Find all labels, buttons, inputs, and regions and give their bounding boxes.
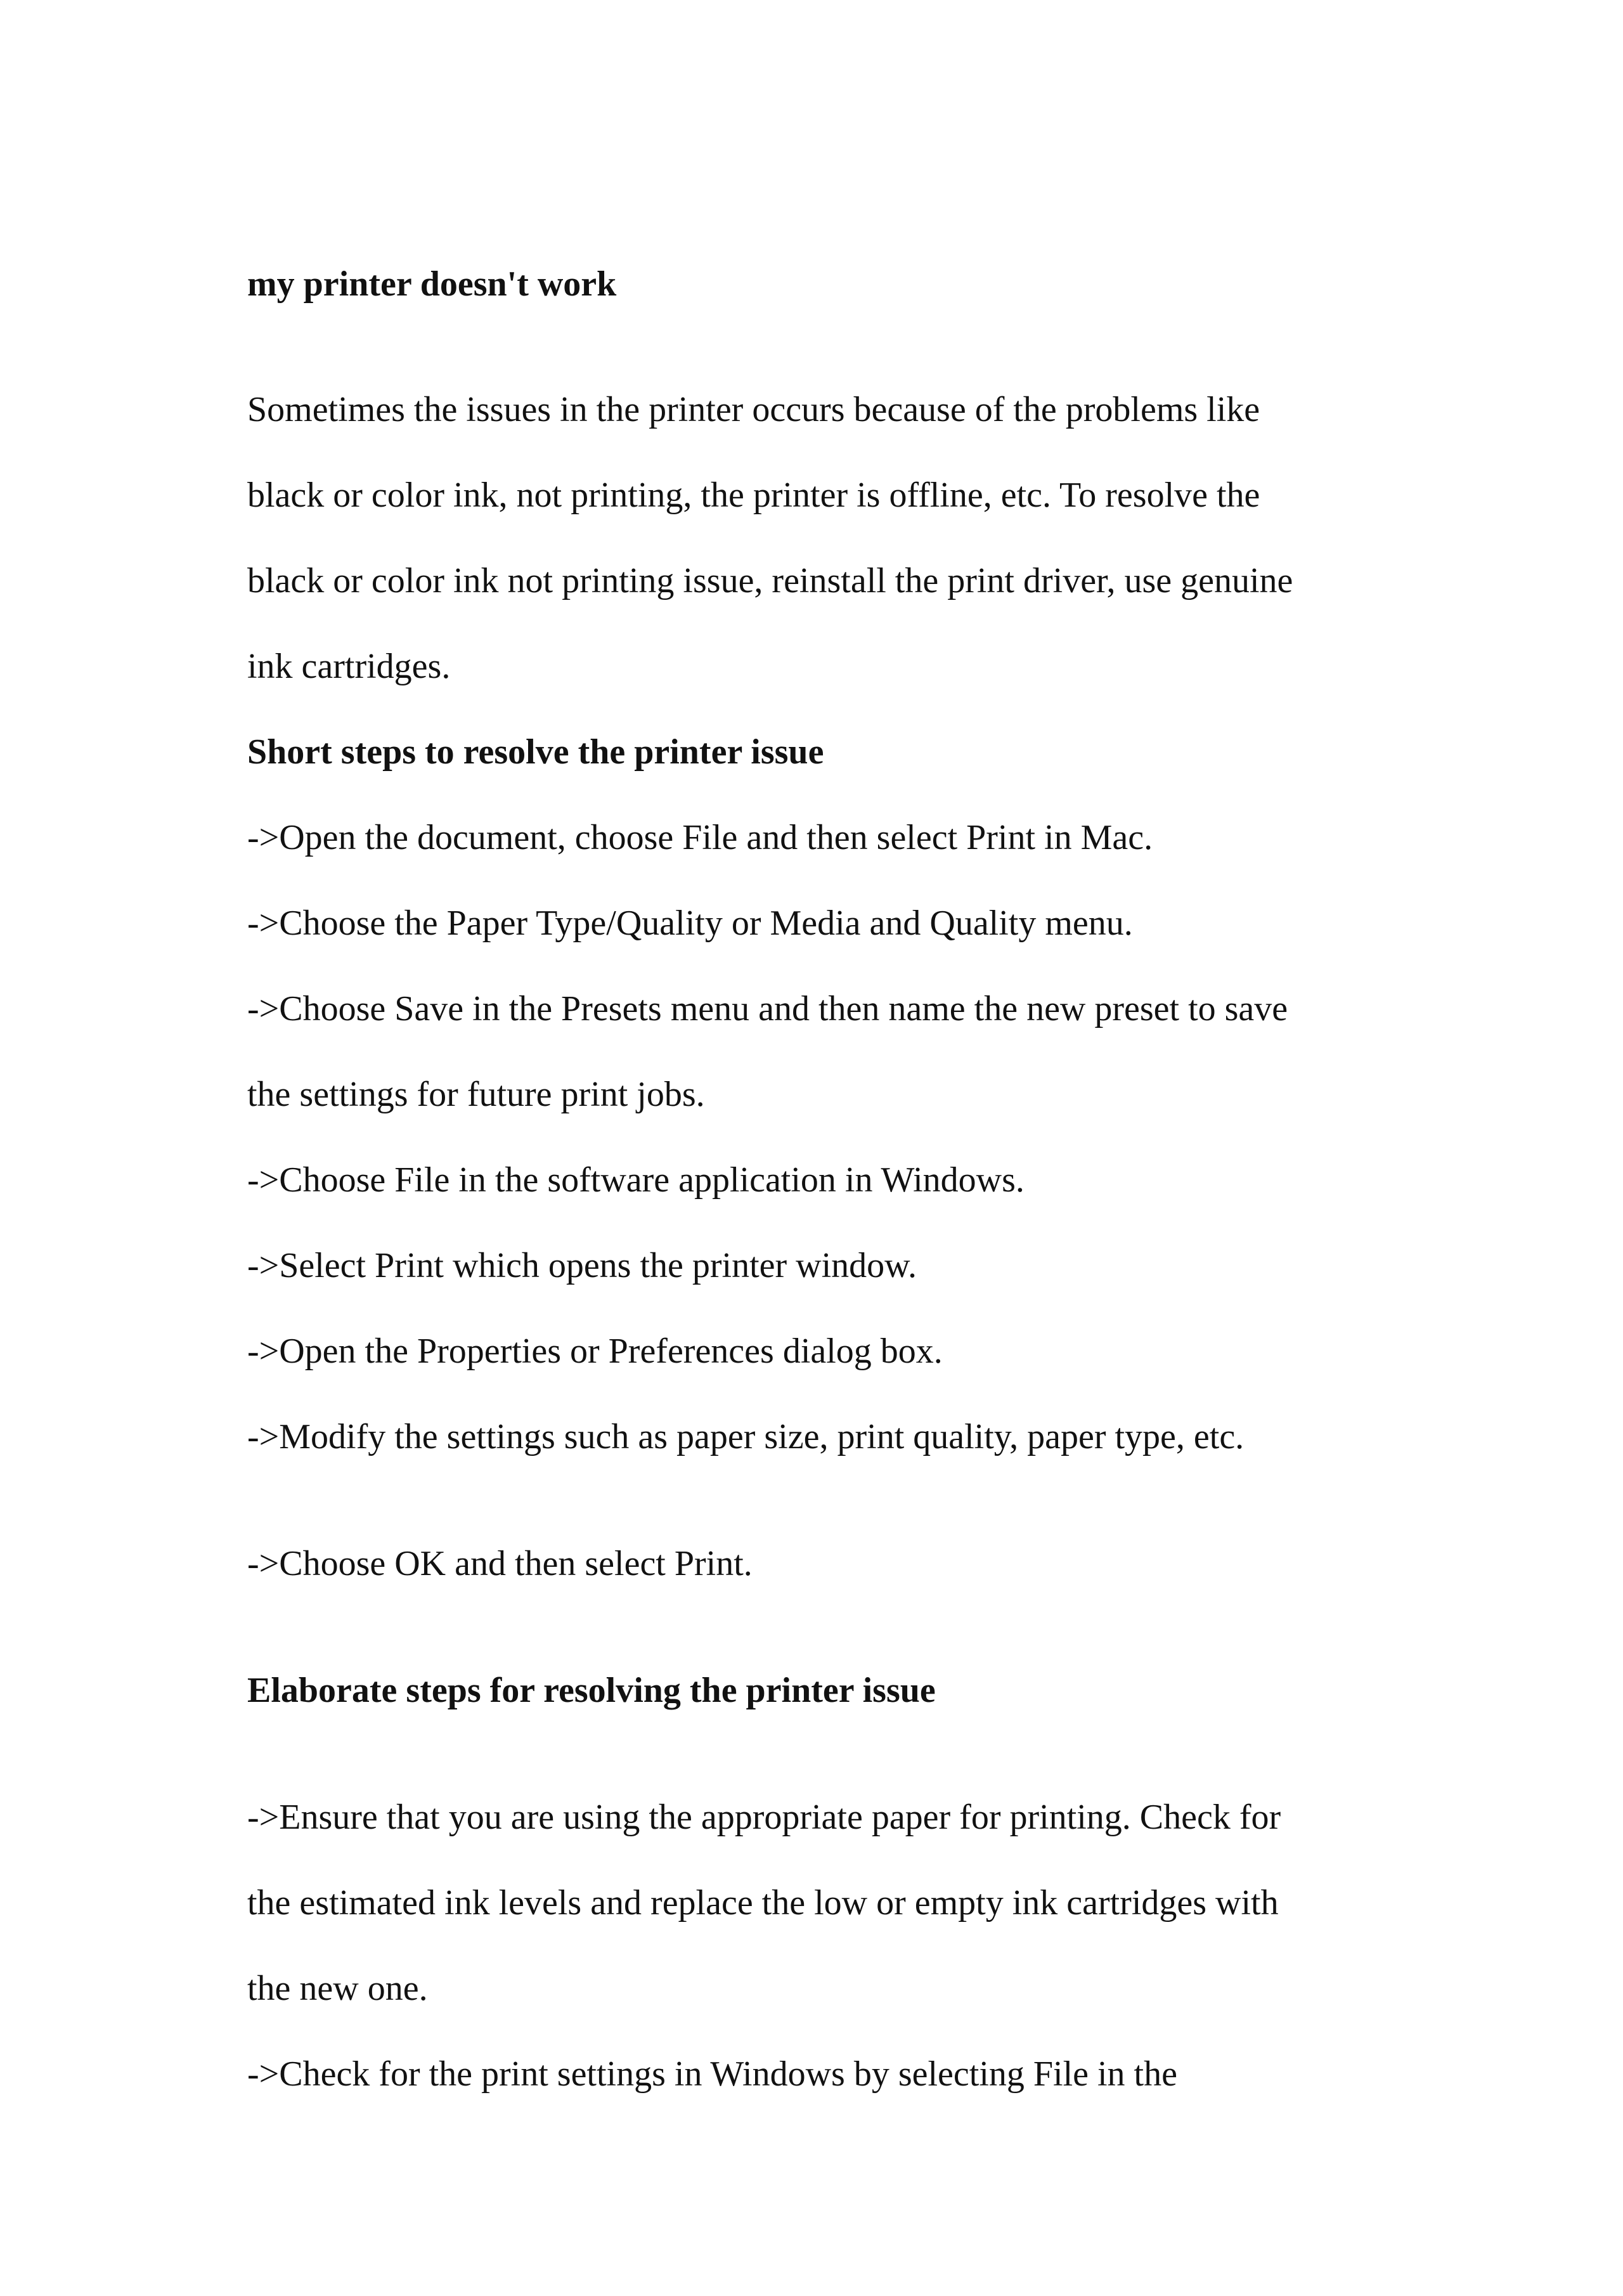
short-step-line-1: ->Open the document, choose File and then select Print in Mac. (247, 818, 1153, 857)
elaborate-line-1: ->Ensure that you are using the appropriate paper for printing. Check for (247, 1798, 1281, 1837)
elaborate-line-2: the estimated ink levels and replace the low or empty ink cartridges with (247, 1883, 1279, 1923)
short-step-line-6: ->Select Print which opens the printer window. (247, 1246, 917, 1285)
intro-line-2: black or color ink, not printing, the printer is offline, etc. To resolve the (247, 476, 1260, 515)
document-title: my printer doesn't work (247, 264, 617, 304)
short-step-line-5: ->Choose File in the software application in Windows. (247, 1160, 1025, 1200)
short-step-line-2: ->Choose the Paper Type/Quality or Media and Quality menu. (247, 904, 1133, 943)
short-step-line-3: ->Choose Save in the Presets menu and then name the new preset to save (247, 989, 1288, 1028)
short-step-line-9: ->Choose OK and then select Print. (247, 1544, 753, 1583)
short-step-line-8: ->Modify the settings such as paper size, print quality, paper type, etc. (247, 1417, 1245, 1456)
short-step-line-7: ->Open the Properties or Preferences dialog box. (247, 1332, 943, 1371)
elaborate-line-3: the new one. (247, 1969, 428, 2008)
short-steps-heading: Short steps to resolve the printer issue (247, 732, 824, 772)
intro-line-3: black or color ink not printing issue, reinstall the print driver, use genuine (247, 561, 1293, 600)
elaborate-line-4: ->Check for the print settings in Windows by selecting File in the (247, 2054, 1177, 2094)
short-step-line-4: the settings for future print jobs. (247, 1075, 705, 1114)
intro-line-4: ink cartridges. (247, 647, 451, 686)
intro-line-1: Sometimes the issues in the printer occurs because of the problems like (247, 390, 1260, 429)
elaborate-heading: Elaborate steps for resolving the printer issue (247, 1671, 936, 1710)
